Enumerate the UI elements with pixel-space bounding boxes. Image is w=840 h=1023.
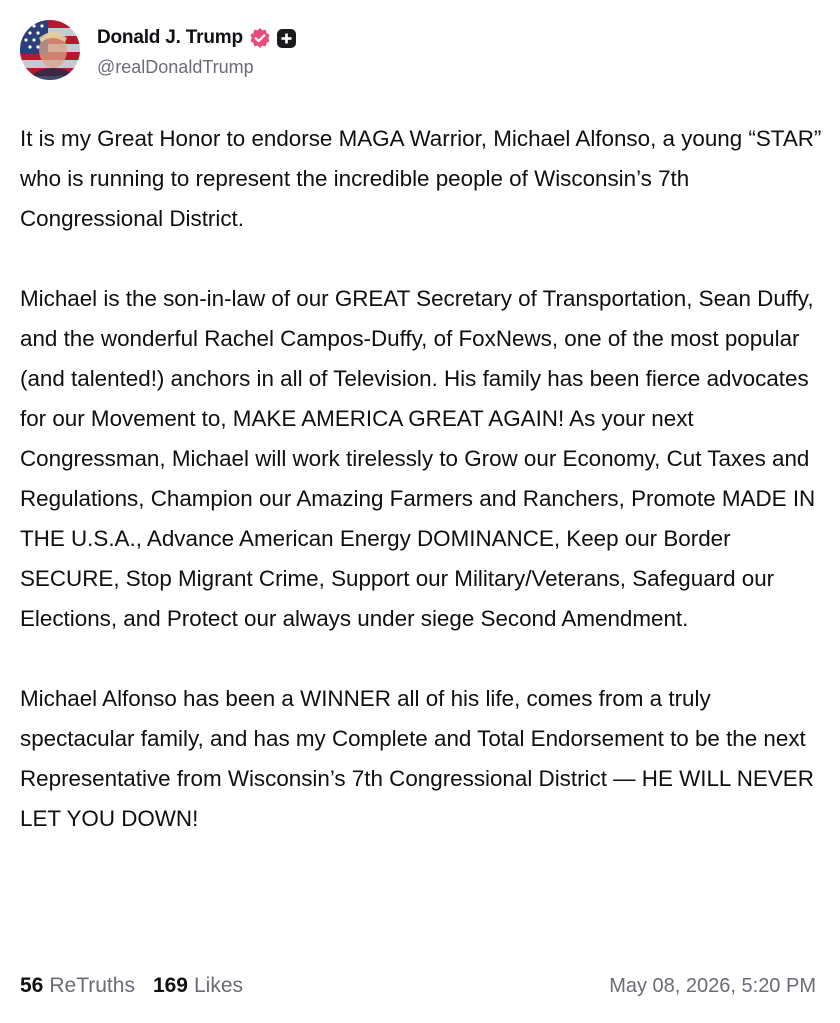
author-names [97,26,296,78]
avatar-flag-portrait-icon [20,20,80,80]
retruths-count: 56 [20,974,44,997]
post-body [20,119,825,839]
post-footer [20,970,816,1002]
author-name-row [97,26,296,50]
avatar[interactable] [20,20,80,80]
post-header [20,20,820,82]
post-timestamp[interactable]: May 08, 2026, 5:20 PM [609,974,816,997]
post-paragraph: Michael is the son-in-law of our GREAT Secretary of Transportation, Sean Duffy, and the wonderful Rachel Campos-Duffy, of FoxNews, one of the most popular (and talented!) anchors in all of Television. His family has been fierce advocates for our Movement to, MAKE AMERICA GREAT AGAIN! As your next Congressman, Michael will work tirelessly to Grow our Economy, Cut Taxes and Regulations, Champion our Amazing Farmers and Ranchers, Promote MADE IN THE U.S.A., Advance American Energy DOMINANCE, Keep our Border SECURE, Stop Migrant Crime, Support our Military/Veterans, Safeguard our Elections, and Protect our always under siege Second Amendment. [20,286,816,631]
author-handle[interactable]: @realDonaldTrump [97,57,254,77]
plus-badge-icon [277,29,296,48]
post-paragraph: Michael Alfonso has been a WINNER all of his life, comes from a truly spectacular family, and has my Complete and Total Endorsement to be the next Representative from Wisconsin’s 7th Congressional District — HE WILL NEVER LET YOU DOWN! [20,686,814,831]
likes-count: 169 [152,974,188,997]
author-display-name[interactable]: Donald J. Trump [97,27,243,48]
likes-label: Likes [194,974,244,997]
likes-stat[interactable] [153,974,243,998]
post-paragraph: It is my Great Honor to endorse MAGA Warrior, Michael Alfonso, a young “STAR” who is running to represent the incredible people of Wisconsin’s 7th Congressional District. [20,126,822,231]
verified-badge-icon [249,27,271,49]
retruths-stat[interactable] [20,974,135,998]
retruths-label: ReTruths [49,974,135,997]
